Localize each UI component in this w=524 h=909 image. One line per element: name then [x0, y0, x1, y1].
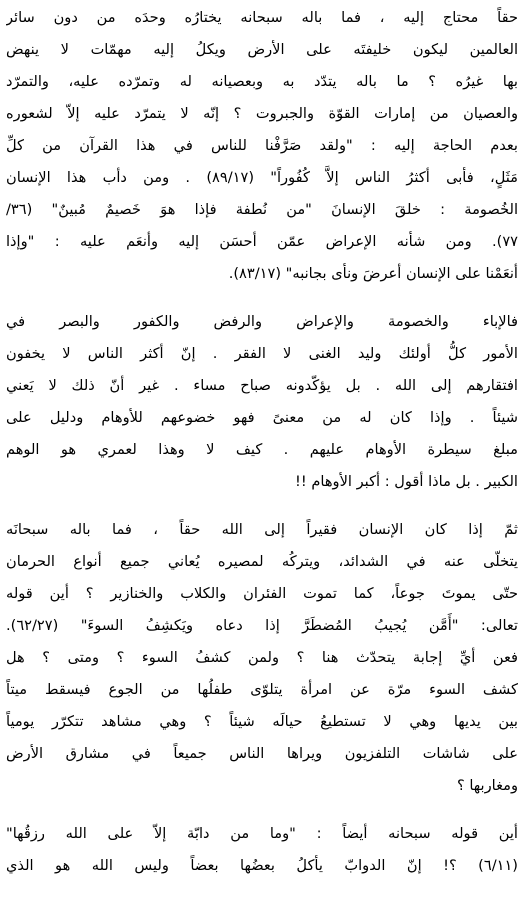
text-line: شيئاً . وإذا كان له من معنىً فهو خضوعهم للأوهام ودليل على: [6, 409, 518, 426]
text-line: أين قوله سبحانه أيضاً : "وما من دابّة إلاّ على الله رزقُها": [6, 825, 518, 842]
paragraph-gap: [6, 498, 518, 514]
text-line: الكبير . بل ماذا أقول : أكبر الأوهام !!: [295, 473, 518, 490]
paragraph-2: [6, 306, 518, 498]
paragraph-4: [6, 818, 518, 882]
text-line: أنعَمْنا على الإنسان أعرضَ ونأى بجانبه" (٨٣/١٧).: [228, 265, 518, 282]
text-line: (٦/١١) ؟! إنّ الدوابّ يأكلُ بعضُها بعضاً وليس الله هو الذي: [6, 857, 518, 874]
paragraph-3: [6, 514, 518, 802]
text-line: الأمور كلُّ أولئك وليد الغنى لا الفقر . إنّ أكثر الناس لا يخفون: [6, 345, 518, 362]
text-line: كشف السوء مرّة عن امرأة يتلوّى طفلُها من الجوع فيسقط ميتاً: [6, 681, 518, 698]
text-line: حتّى يموتَ جوعاً، كما تموت الفئران والكلاب والخنازير ؟ أين قوله: [6, 585, 518, 602]
text-line: بها غيرُه ؟ ما باله يتدّد به وبعصيانه له وتمرّده عليه، والتمرّد: [6, 73, 518, 90]
paragraph-1: [6, 2, 518, 290]
text-line: ثمّ إذا كان الإنسان فقيراً إلى الله حقاً ، فما باله سبحانَه: [6, 521, 518, 538]
text-line: على شاشات التلفزيون ويراها الناس جميعاً في مشارق الأرض: [6, 745, 518, 762]
text-line: بين يديها وهي لا تستطيعُ حيالَه شيئاً ؟ وهي مشاهد تتكرّر يومياً: [6, 713, 518, 730]
text-line: مَثَلٍ، فأبى أكثرُ الناس إلاَّ كُفُوراً" (٨٩/١٧) . ومن دأب هذا الإنسان: [6, 169, 518, 186]
book-page: [6, 2, 518, 907]
text-line: العالمين ليكون خليفتَه على الأرض ويكلُ إليه مهمّات لا ينهض: [6, 41, 518, 58]
text-line: فالإباء والخصومة والإعراض والرفض والكفور والبصر في: [6, 313, 518, 330]
text-line: فعن أيِّ إجابة يتحدّث هنا ؟ ولمن كشفُ السوء ؟ ومتى ؟ هل: [6, 649, 518, 666]
text-line: الخُصومة : خلقَ الإنسانَ "من نُطفة فإذا هوَ خَصيمٌ مُبينٌ" (٣٦/: [6, 201, 518, 218]
text-line: يتخلّى عنه في الشدائد، ويتركُه لمصيره يُعاني جميع أنواع الحرمان: [6, 553, 518, 570]
text-line: بعدم الحاجة إليه : "ولقد صَرَّفْنا للناس في هذا القرآن من كلِّ: [6, 137, 518, 154]
paragraph-gap: [6, 802, 518, 818]
text-line: حقاً محتاج إليه ، فما باله سبحانه يختارُه وحدَه من دون سائر: [6, 9, 518, 26]
text-line: والعصيان من إمارات القوّة والجبروت ؟ إنّه لا يتمرّد عليه إلاّ لشعوره: [6, 105, 518, 122]
text-line: ومغاربها ؟: [456, 777, 518, 794]
text-line: افتقارهم إلى الله . بل يؤكّدونه صباح مساء . غير أنّ ذلك لا يَعني: [6, 377, 518, 394]
text-line: تعالى: "أَمَّن يُجيبُ المُضطَرَّ إذا دعاه ويَكشِفُ السوءَ" (٦٢/٢٧).: [6, 617, 518, 634]
paragraph-gap: [6, 290, 518, 306]
text-line: ٧٧). ومن شأنه الإعراض عمّن أحسَن إليه وأنعَم عليه : "وإذا: [6, 233, 518, 250]
text-line: مبلغ سيطرة الأوهام عليهم . كيف لا وهذا لعمري هو الوهم: [6, 441, 518, 458]
